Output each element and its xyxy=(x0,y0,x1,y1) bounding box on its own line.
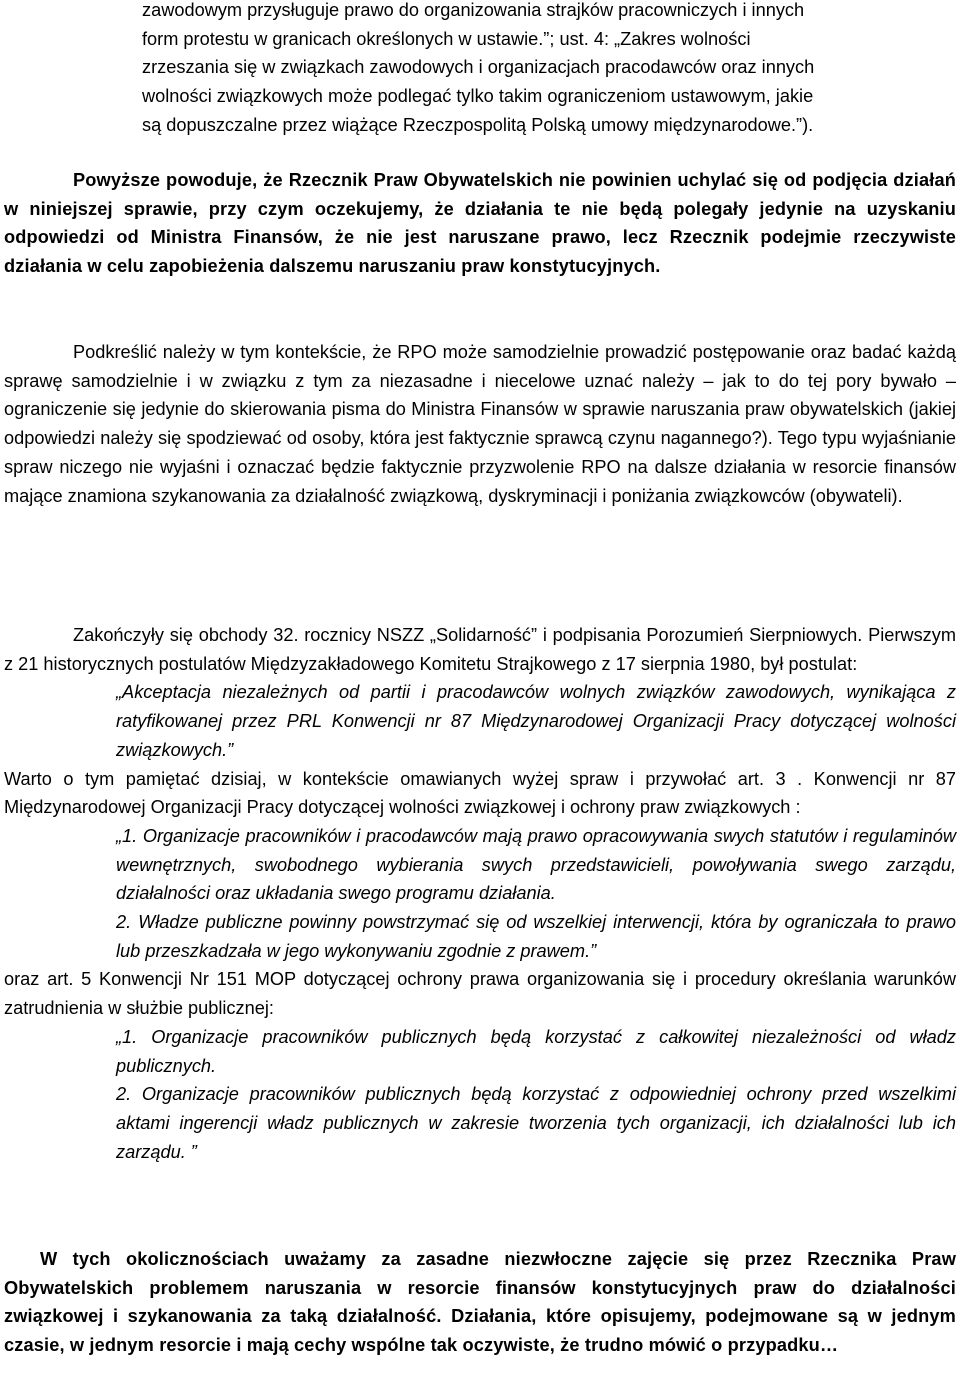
quote-convention-87-item-1: „1. Organizacje pracowników i pracodawców mają prawo opracowywania swych statutów i regulaminów wewnętrznych, swobodnego wybierania swych przedstawicieli, powoływania swego zarządu, działalności oraz układania swego programu działania. xyxy=(116,825,956,904)
paragraph-text: Powyższe powoduje, że Rzecznik Praw Obywatelskich nie powinien uchylać się od podjęcia działań w niniejszej sprawie, przy czym oczekujemy, że działania te nie będą polegały jedynie na uzyskaniu odpowiedzi od Ministra Finansów, że nie jest naruszane prawo, lecz Rzecznik podejmie rzeczywiste działania w celu zapobieżenia dalszemu naruszaniu praw konstytucyjnych. xyxy=(4,170,956,277)
quote-postulate: „Akceptacja niezależnych od partii i pracodawców wolnych związków zawodowych, wynikająca z ratyfikowanej przez PRL Konwencji nr 87 Międzynarodowej Organizacji Pracy dotyczącej wolności związkowych.” xyxy=(116,682,956,760)
paragraph-convention-151: oraz art. 5 Konwencji Nr 151 MOP dotyczącej ochrony prawa organizowania się i procedury określania warunków zatrudnienia w służbie publicznej: xyxy=(4,969,956,1019)
paragraph-rpo-independence xyxy=(4,338,956,510)
bold-paragraph-conclusion xyxy=(4,1245,956,1360)
quote-convention-151-item-2: 2. Organizacje pracowników publicznych będą korzystać z odpowiedniej ochrony przed wszelkimi aktami ingerencji władz publicznych w zakresie tworzenia tych organizacji, ich działalności lub ich zarządu. ” xyxy=(116,1084,956,1162)
text-line: zawodowym przysługuje prawo do organizowania strajków pracowniczych i innych xyxy=(142,0,805,20)
paragraph-anniversary: Zakończyły się obchody 32. rocznicy NSZZ „Solidarność” i podpisania Porozumień Sierpniowych. Pierwszym z 21 historycznych postulatów Międzyzakładowego Komitetu Strajkowego z 17 sierpnia 1980, był postulat: xyxy=(4,625,956,674)
text-line: form protestu w granicach określonych w ustawie.”; ust. 4: „Zakres wolności xyxy=(142,28,751,49)
bold-paragraph-rpo-obligation xyxy=(4,166,956,281)
paragraph-text: Podkreślić należy w tym kontekście, że RPO może samodzielnie prowadzić postępowanie oraz badać każdą sprawę samodzielnie i w związku z tym za niezasadne i niecelowe uznać należy – jak to do tej pory bywało – ograniczenie się jedynie do skierowania pisma do Ministra Finansów w sprawie naruszania praw obywatelskich (jakiej odpowiedzi należy się spodziewać od osoby, która jest faktycznie sprawcą czynu nagannego?). Tego typu wyjaśnianie spraw niczego nie wyjaśni i oznaczać będzie faktycznie przyzwolenie RPO na dalsze działania w resorcie finansów mające znamiona szykanowania za działalność związkową, dyskryminacji i poniżania związkowców (obywateli). xyxy=(4,342,956,506)
section-solidarnosc xyxy=(4,621,956,1166)
paragraph-text: W tych okolicznościach uważamy za zasadne niezwłoczne zajęcie się przez Rzecznika Praw Obywatelskich problemem naruszania w resorcie finansów konstytucyjnych praw do działalności związkowej i szykanowania za taką działalność. Działania, które opisujemy, podejmowane są w jednym czasie, w jednym resorcie i mają cechy wspólne tak oczywiste, że trudno mówić o przypadku… xyxy=(4,1249,956,1356)
paragraph-convention-87: Warto o tym pamiętać dzisiaj, w kontekście omawianych wyżej spraw i przywołać art. 3 . Konwencji nr 87 Międzynarodowej Organizacji Pracy dotyczącej wolności związkowej i ochrony praw związkowych : xyxy=(4,768,956,818)
text-line: wolności związkowych może podlegać tylko takim ograniczeniom ustawowym, jakie xyxy=(142,86,814,107)
text-line: zrzeszania się w związkach zawodowych i organizacjach pracodawców oraz innych xyxy=(142,57,815,78)
quote-convention-151-item-1: „1. Organizacje pracowników publicznych będą korzystać z całkowitej niezależności od władz publicznych. xyxy=(116,1026,956,1076)
text-line: są dopuszczalne przez wiążące Rzeczpospolitą Polską umowy międzynarodowe.”). xyxy=(142,114,814,135)
continuation-paragraph xyxy=(142,0,956,140)
quote-convention-87-item-2: 2. Władze publiczne powinny powstrzymać się od wszelkiej interwencji, która by ograniczała to prawo lub przeszkadzała w jego wykonywaniu zgodnie z prawem.” xyxy=(116,912,956,961)
